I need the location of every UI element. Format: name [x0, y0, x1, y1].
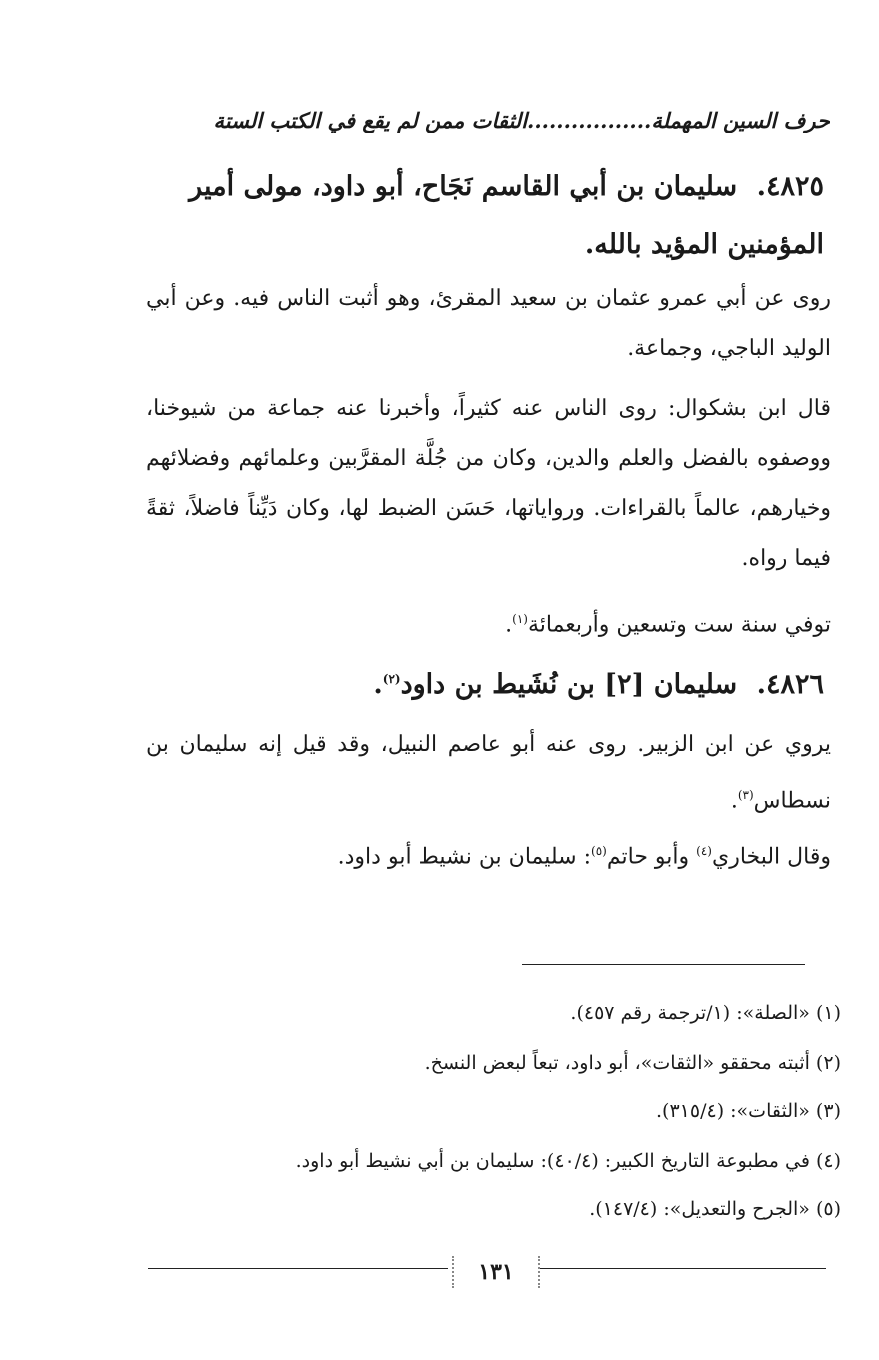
entry-number: ٤٨٢٥.	[756, 171, 824, 202]
page-number: ١٣١	[452, 1256, 540, 1288]
footer-rule-right	[540, 1268, 826, 1269]
paragraph-text: يروي عن ابن الزبير. روى عنه أبو عاصم النبيل، وقد قيل إنه سليمان بن نسطاس	[146, 732, 831, 814]
running-header: حرف السين المهملة.................الثقات ممن لم يقع في الكتب الستة	[213, 108, 830, 133]
footnote-marker: (٤)	[696, 844, 712, 858]
footnote: (٤) في مطبوعة التاريخ الكبير: (٤٠/٤): سليمان بن أبي نشيط أبو داود.	[295, 1150, 841, 1172]
paragraph-text: توفي سنة ست وتسعين وأربعمائة	[527, 612, 831, 638]
footnote-marker: (٢)	[382, 672, 401, 686]
footnote: (٣) «الثقات»: (٣١٥/٤).	[656, 1100, 841, 1122]
paragraph-text: وقال البخاري	[711, 844, 831, 870]
paragraph	[146, 720, 831, 826]
footnote: (٥) «الجرح والتعديل»: (١٤٧/٤).	[589, 1198, 841, 1220]
footnote-marker: (١)	[512, 612, 528, 626]
paragraph: قال ابن بشكوال: روى الناس عنه كثيراً، وأخبرنا عنه جماعة من شيوخنا، ووصفوه بالفضل والعلم والدين، وكان من جُلَّة المقرَّبين وعلمائهم وفضلائهم وخيارهم، عالماً بالقراءات. ورواياتها، حَسَن الضبط لها، وكان دَيِّناً فاضلاً، ثقةً فيما رواه.	[146, 396, 832, 571]
entry-number: ٤٨٢٦.	[756, 669, 824, 700]
footnote-marker: (٥)	[591, 844, 607, 858]
entry-title: سليمان [٢] بن نُشَيط بن داود	[400, 669, 738, 700]
footnote-separator	[522, 964, 805, 965]
entry-heading	[144, 650, 824, 714]
paragraph	[146, 594, 831, 650]
entry-title: سليمان بن أبي القاسم نَجَاح، أبو داود، مولى أمير المؤمنين المؤيد بالله.	[189, 171, 824, 260]
paragraph	[146, 826, 831, 882]
paragraph: روى عن أبي عمرو عثمان بن سعيد المقرئ، وهو أثبت الناس فيه. وعن أبي الوليد الباجي، وجماعة.	[146, 286, 831, 361]
sentence-end: .	[505, 612, 513, 638]
footnote-marker: (٣)	[737, 788, 754, 802]
footnote: (٢) أثبته محققو «الثقات»، أبو داود، تبعاً لبعض النسخ.	[424, 1052, 841, 1074]
sentence-end: .	[730, 788, 738, 814]
sentence-end: .	[373, 669, 383, 700]
footer-rule-left	[148, 1268, 448, 1269]
paragraph-text: وأبو حاتم	[606, 844, 697, 870]
paragraph-text: : سليمان بن نشيط أبو داود.	[337, 844, 592, 870]
footnote: (١) «الصلة»: (١/ترجمة رقم ٤٥٧).	[570, 1002, 841, 1024]
entry-heading	[144, 158, 824, 274]
